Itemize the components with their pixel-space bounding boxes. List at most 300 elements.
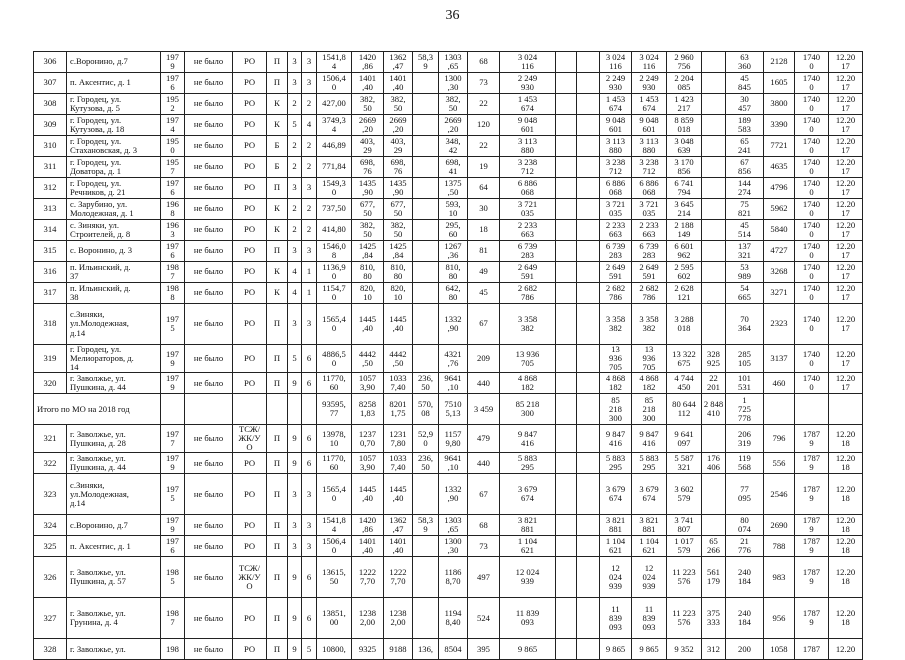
table-cell: 197 7 — [161, 425, 185, 453]
table-cell — [702, 474, 726, 515]
table-cell: 11 839 093 — [500, 598, 556, 639]
table-cell: 3390 — [764, 115, 795, 136]
table-cell: 1740 0 — [795, 304, 829, 345]
table-cell: П — [267, 474, 288, 515]
table-cell — [413, 178, 439, 199]
table-cell: 13978, 10 — [317, 425, 352, 453]
page-number: 36 — [445, 8, 460, 23]
table-cell: 6 — [302, 453, 317, 474]
table-cell: 3 113 880 — [500, 136, 556, 157]
table-cell — [556, 425, 577, 453]
table-cell — [413, 157, 439, 178]
table-cell: не было — [185, 157, 233, 178]
table-cell: 1506,4 0 — [317, 73, 352, 94]
table-cell: 12.20 17 — [829, 241, 863, 262]
table-cell: П — [267, 52, 288, 73]
table-cell: 2690 — [764, 515, 795, 536]
table-cell: 1238 2,00 — [352, 598, 384, 639]
table-cell: 3 — [302, 73, 317, 94]
table-cell: не было — [185, 515, 233, 536]
table-cell: 209 — [468, 345, 500, 373]
table-cell: 2669 ,20 — [439, 115, 468, 136]
table-cell: г. Заволжье, ул. Пушкина, д. 44 — [67, 373, 161, 394]
table-cell: 1740 0 — [795, 283, 829, 304]
table-cell: 1506,4 0 — [317, 536, 352, 557]
table-cell: 2323 — [764, 304, 795, 345]
table-cell: 6 886 068 — [500, 178, 556, 199]
table-cell — [577, 474, 600, 515]
table-cell — [413, 115, 439, 136]
table-cell: 1787 9 — [795, 557, 829, 598]
table-cell: 1303 ,65 — [439, 515, 468, 536]
table-cell: не было — [185, 262, 233, 283]
table-cell: 9 048 601 — [600, 115, 632, 136]
table-cell: 3 — [288, 515, 302, 536]
table-cell: 1740 0 — [795, 157, 829, 178]
table-cell — [267, 394, 288, 425]
table-cell: 45 845 — [726, 73, 764, 94]
table-cell: 312 — [702, 639, 726, 660]
table-cell: 1420 ,86 — [352, 515, 384, 536]
table-row — [34, 639, 863, 660]
table-cell: 68 — [468, 515, 500, 536]
table-cell: 2669 ,20 — [384, 115, 413, 136]
table-cell: 3 024 116 — [500, 52, 556, 73]
table-cell: 4796 — [764, 178, 795, 199]
table-cell — [556, 453, 577, 474]
table-cell: 12.20 17 — [829, 220, 863, 241]
table-cell — [577, 199, 600, 220]
table-cell: К — [267, 199, 288, 220]
table-cell — [577, 453, 600, 474]
table-cell: 2 — [302, 199, 317, 220]
table-cell: 1033 7,40 — [384, 373, 413, 394]
table-cell: 58,3 9 — [413, 52, 439, 73]
table-cell: с.Зиняки, ул.Молодежная, д.14 — [67, 474, 161, 515]
table-cell: 316 — [34, 262, 67, 283]
table-cell: 1332 ,90 — [439, 304, 468, 345]
table-cell: 13 936 705 — [500, 345, 556, 373]
table-cell: 1546,0 8 — [317, 241, 352, 262]
table-cell — [702, 178, 726, 199]
table-cell: не было — [185, 304, 233, 345]
table-cell: 1420 ,86 — [352, 52, 384, 73]
table-cell: 136, — [413, 639, 439, 660]
table-cell: 198 7 — [161, 598, 185, 639]
table-cell: 7721 — [764, 136, 795, 157]
table-cell: 3 — [288, 178, 302, 199]
table-cell: не было — [185, 557, 233, 598]
table-cell: РО — [233, 199, 267, 220]
table-cell: 1445 ,40 — [384, 304, 413, 345]
table-cell: 796 — [764, 425, 795, 453]
table-cell: 81 — [468, 241, 500, 262]
table-cell: 6 739 283 — [632, 241, 667, 262]
table-cell: с.Зиняки, ул.Молодежная, д.14 — [67, 304, 161, 345]
table-cell: 1222 7,70 — [352, 557, 384, 598]
table-cell — [413, 241, 439, 262]
table-cell: не было — [185, 598, 233, 639]
table-cell: 195 0 — [161, 136, 185, 157]
table-row — [34, 557, 863, 598]
table-cell: 65 241 — [726, 136, 764, 157]
table-cell: 6 739 283 — [500, 241, 556, 262]
table-cell: 403, 29 — [352, 136, 384, 157]
table-cell: 85 218 300 — [500, 394, 556, 425]
table-cell: РО — [233, 474, 267, 515]
table-cell: 197 4 — [161, 115, 185, 136]
table-cell: 2 — [288, 94, 302, 115]
table-cell: 240 184 — [726, 557, 764, 598]
table-cell: 3 — [302, 515, 317, 536]
table-cell: не было — [185, 241, 233, 262]
table-cell: П — [267, 345, 288, 373]
table-cell: 5 — [302, 639, 317, 660]
table-cell — [829, 394, 863, 425]
table-cell: 2 682 786 — [632, 283, 667, 304]
table-cell: 2 233 663 — [500, 220, 556, 241]
table-cell: 3 358 382 — [600, 304, 632, 345]
table-cell: не было — [185, 425, 233, 453]
table-cell: 5 883 295 — [632, 453, 667, 474]
table-cell — [556, 557, 577, 598]
table-cell: 137 321 — [726, 241, 764, 262]
table-cell: 22 — [468, 94, 500, 115]
table-cell: РО — [233, 178, 267, 199]
table-cell: 2 — [302, 136, 317, 157]
table-cell: 2 249 930 — [632, 73, 667, 94]
table-cell: 382, 50 — [352, 220, 384, 241]
table-cell: 1541,8 4 — [317, 515, 352, 536]
table-cell — [556, 178, 577, 199]
table-cell: 3 — [288, 304, 302, 345]
table-cell: 9 — [288, 373, 302, 394]
table-cell — [413, 474, 439, 515]
table-row — [34, 474, 863, 515]
table-cell: 314 — [34, 220, 67, 241]
table-cell: 1154,7 0 — [317, 283, 352, 304]
table-cell: РО — [233, 598, 267, 639]
table-cell: 4321 ,76 — [439, 345, 468, 373]
table-cell — [702, 115, 726, 136]
table-cell: 315 — [34, 241, 67, 262]
table-cell: 9 — [288, 557, 302, 598]
table-cell: 348, 42 — [439, 136, 468, 157]
table-cell: П — [267, 453, 288, 474]
table-cell: 1541,8 4 — [317, 52, 352, 73]
table-cell: г. Заволжье, ул. Пушкина, д. 28 — [67, 425, 161, 453]
table-cell — [556, 345, 577, 373]
table-cell — [577, 136, 600, 157]
table-cell: 820, 10 — [352, 283, 384, 304]
table-cell: 1740 0 — [795, 241, 829, 262]
table-cell: 3 113 880 — [632, 136, 667, 157]
table-cell: 9 847 416 — [500, 425, 556, 453]
table-cell: не было — [185, 178, 233, 199]
table-cell: РО — [233, 115, 267, 136]
table-cell: 12.20 17 — [829, 94, 863, 115]
table-cell: 6 741 794 — [667, 178, 702, 199]
table-cell: 698, 76 — [384, 157, 413, 178]
table-cell: 1740 0 — [795, 199, 829, 220]
table-cell: 3 — [288, 536, 302, 557]
table-cell: 9 865 — [632, 639, 667, 660]
table-cell: 1332 ,90 — [439, 474, 468, 515]
table-cell: 206 319 — [726, 425, 764, 453]
table-cell: 6 — [302, 373, 317, 394]
table-cell: 319 — [34, 345, 67, 373]
table-cell: 321 — [34, 425, 67, 453]
table-cell: РО — [233, 241, 267, 262]
table-cell: 21 776 — [726, 536, 764, 557]
table-cell: 1157 9,80 — [439, 425, 468, 453]
table-cell: 1057 3,90 — [352, 453, 384, 474]
table-cell: 1740 0 — [795, 115, 829, 136]
table-cell: 6 739 283 — [600, 241, 632, 262]
table-row — [34, 453, 863, 474]
table-cell: 12.20 17 — [829, 115, 863, 136]
table-row — [34, 345, 863, 373]
table-cell: 1033 7,40 — [384, 453, 413, 474]
table-cell: 9 — [288, 598, 302, 639]
table-cell: 70 364 — [726, 304, 764, 345]
table-cell: 3 — [302, 474, 317, 515]
table-cell: 3 821 881 — [600, 515, 632, 536]
table-cell: 73 — [468, 536, 500, 557]
table-cell: не было — [185, 345, 233, 373]
table-cell: РО — [233, 94, 267, 115]
table-cell: 3 — [302, 241, 317, 262]
table-cell — [577, 425, 600, 453]
table-cell: 3 — [302, 52, 317, 73]
table-cell: 1 — [302, 262, 317, 283]
table-cell: 11 839 093 — [632, 598, 667, 639]
table-cell — [702, 199, 726, 220]
table-cell — [413, 220, 439, 241]
table-cell: 12.20 18 — [829, 598, 863, 639]
table-cell: не было — [185, 536, 233, 557]
table-cell: 13851, 00 — [317, 598, 352, 639]
table-cell: 12.20 17 — [829, 178, 863, 199]
table-cell: П — [267, 73, 288, 94]
table-row — [34, 373, 863, 394]
table-cell: 12.20 17 — [829, 73, 863, 94]
table-cell: 3 288 018 — [667, 304, 702, 345]
table-cell: П — [267, 425, 288, 453]
table-cell: 9188 — [384, 639, 413, 660]
table-cell: 328 925 — [702, 345, 726, 373]
table-cell: 306 — [34, 52, 67, 73]
table-cell — [413, 304, 439, 345]
table-cell: 4 — [288, 262, 302, 283]
table-cell: 460 — [764, 373, 795, 394]
table-cell: 788 — [764, 536, 795, 557]
table-cell: 1 104 621 — [500, 536, 556, 557]
table-cell: 810, 80 — [439, 262, 468, 283]
table-cell: 2 — [302, 157, 317, 178]
table-cell: 3 721 035 — [600, 199, 632, 220]
table-cell: 1058 — [764, 639, 795, 660]
table-cell: не было — [185, 220, 233, 241]
table-cell: 308 — [34, 94, 67, 115]
table-cell — [556, 515, 577, 536]
table-cell: 3 358 382 — [500, 304, 556, 345]
table-cell: 1549,3 0 — [317, 178, 352, 199]
table-cell: 677, 50 — [384, 199, 413, 220]
table-cell: не было — [185, 52, 233, 73]
table-cell: 810, 80 — [352, 262, 384, 283]
table-cell: 9 352 — [667, 639, 702, 660]
table-cell: 6 886 068 — [632, 178, 667, 199]
table-cell: 1787 9 — [795, 453, 829, 474]
table-cell: 240 184 — [726, 598, 764, 639]
table-cell: 2 649 591 — [632, 262, 667, 283]
table-cell: 1231 7,80 — [384, 425, 413, 453]
table-cell: 309 — [34, 115, 67, 136]
table-cell: 8 859 018 — [667, 115, 702, 136]
table-cell: 427,00 — [317, 94, 352, 115]
table-cell: РО — [233, 304, 267, 345]
table-cell: Итого по МО на 2018 год — [34, 394, 161, 425]
table-cell — [556, 304, 577, 345]
table-cell: 382, 50 — [384, 220, 413, 241]
table-cell: с.Воронино, д.7 — [67, 515, 161, 536]
table-row — [34, 515, 863, 536]
table-cell — [556, 199, 577, 220]
table-cell — [413, 598, 439, 639]
table-cell: 13 936 705 — [600, 345, 632, 373]
table-cell — [702, 262, 726, 283]
table-cell: 440 — [468, 373, 500, 394]
table-cell: 6 — [302, 345, 317, 373]
table-row — [34, 220, 863, 241]
table-row — [34, 73, 863, 94]
table-cell: 9 641 097 — [667, 425, 702, 453]
table-cell: 12.20 17 — [829, 52, 863, 73]
table-row — [34, 262, 863, 283]
table-cell — [702, 515, 726, 536]
table-row — [34, 598, 863, 639]
table-cell: 11 839 093 — [600, 598, 632, 639]
table-cell: 12.20 18 — [829, 536, 863, 557]
table-cell: 307 — [34, 73, 67, 94]
table-cell — [702, 283, 726, 304]
table-cell: 1 423 217 — [667, 94, 702, 115]
table-cell — [577, 241, 600, 262]
table-cell: 19 — [468, 157, 500, 178]
table-cell — [413, 536, 439, 557]
table-cell: 312 — [34, 178, 67, 199]
table-cell — [556, 94, 577, 115]
table-cell: 570, 08 — [413, 394, 439, 425]
table-cell: 2 — [288, 157, 302, 178]
table-cell: 236, 50 — [413, 453, 439, 474]
table-cell: 2 188 149 — [667, 220, 702, 241]
table-cell — [556, 136, 577, 157]
table-cell: 9 847 416 — [600, 425, 632, 453]
table-cell — [413, 283, 439, 304]
table-cell: 12.20 17 — [829, 283, 863, 304]
table-cell: 198 7 — [161, 262, 185, 283]
table-cell: РО — [233, 73, 267, 94]
table-cell: 6 — [302, 557, 317, 598]
table-cell: 3749,3 4 — [317, 115, 352, 136]
table-cell: 1787 9 — [795, 425, 829, 453]
table-cell: 11 223 576 — [667, 598, 702, 639]
table-cell: 3800 — [764, 94, 795, 115]
table-cell: не было — [185, 136, 233, 157]
table-cell: 196 8 — [161, 199, 185, 220]
table-cell: РО — [233, 373, 267, 394]
table-cell — [577, 304, 600, 345]
table-cell: 67 856 — [726, 157, 764, 178]
table-cell: 12.20 17 — [829, 373, 863, 394]
table-cell — [577, 515, 600, 536]
table-cell — [577, 598, 600, 639]
table-cell: 285 105 — [726, 345, 764, 373]
table-cell: 1375 ,50 — [439, 178, 468, 199]
table-cell: 3 459 — [468, 394, 500, 425]
table-cell: 1362 ,47 — [384, 515, 413, 536]
table-cell: 326 — [34, 557, 67, 598]
table-cell — [577, 345, 600, 373]
table-cell: 53 989 — [726, 262, 764, 283]
table-cell: 4727 — [764, 241, 795, 262]
table-cell: 9 865 — [500, 639, 556, 660]
table-cell: 195 2 — [161, 94, 185, 115]
table-cell: 12.20 18 — [829, 515, 863, 536]
table-cell: 311 — [34, 157, 67, 178]
table-cell: 1238 2,00 — [384, 598, 413, 639]
table-cell: 2 682 786 — [500, 283, 556, 304]
table-cell: 310 — [34, 136, 67, 157]
table-cell: П — [267, 373, 288, 394]
table-cell: Б — [267, 136, 288, 157]
table-cell — [556, 474, 577, 515]
table-cell: 3 170 856 — [667, 157, 702, 178]
table-cell: 2 649 591 — [500, 262, 556, 283]
table-cell: 6 — [302, 598, 317, 639]
table-cell: с. Зиняки, ул. Строителей, д. 8 — [67, 220, 161, 241]
table-row — [34, 283, 863, 304]
table-cell: 4 868 182 — [632, 373, 667, 394]
table-cell: П — [267, 536, 288, 557]
table-cell: не было — [185, 94, 233, 115]
table-cell: 4 868 182 — [500, 373, 556, 394]
table-cell: 1300 ,30 — [439, 536, 468, 557]
table-row — [34, 536, 863, 557]
table-cell: 9 847 416 — [632, 425, 667, 453]
table-cell — [556, 639, 577, 660]
table-cell: 3 358 382 — [632, 304, 667, 345]
table-cell: 30 — [468, 199, 500, 220]
table-cell: г. Заволжье, ул. — [67, 639, 161, 660]
table-cell: 1565,4 0 — [317, 474, 352, 515]
table-cell: 1425 ,84 — [352, 241, 384, 262]
table-cell: г. Заволжье, ул. Пушкина, д. 57 — [67, 557, 161, 598]
table-cell: 80 644 112 — [667, 394, 702, 425]
table-cell: 65 266 — [702, 536, 726, 557]
table-cell — [577, 220, 600, 241]
table-cell: 85 218 300 — [632, 394, 667, 425]
table-cell: 12.20 18 — [829, 425, 863, 453]
table-cell: 77 095 — [726, 474, 764, 515]
table-cell: 3 — [288, 52, 302, 73]
table-cell: 197 9 — [161, 345, 185, 373]
table-cell: с. Воронино, д. 3 — [67, 241, 161, 262]
table-cell — [413, 199, 439, 220]
table-row — [34, 178, 863, 199]
